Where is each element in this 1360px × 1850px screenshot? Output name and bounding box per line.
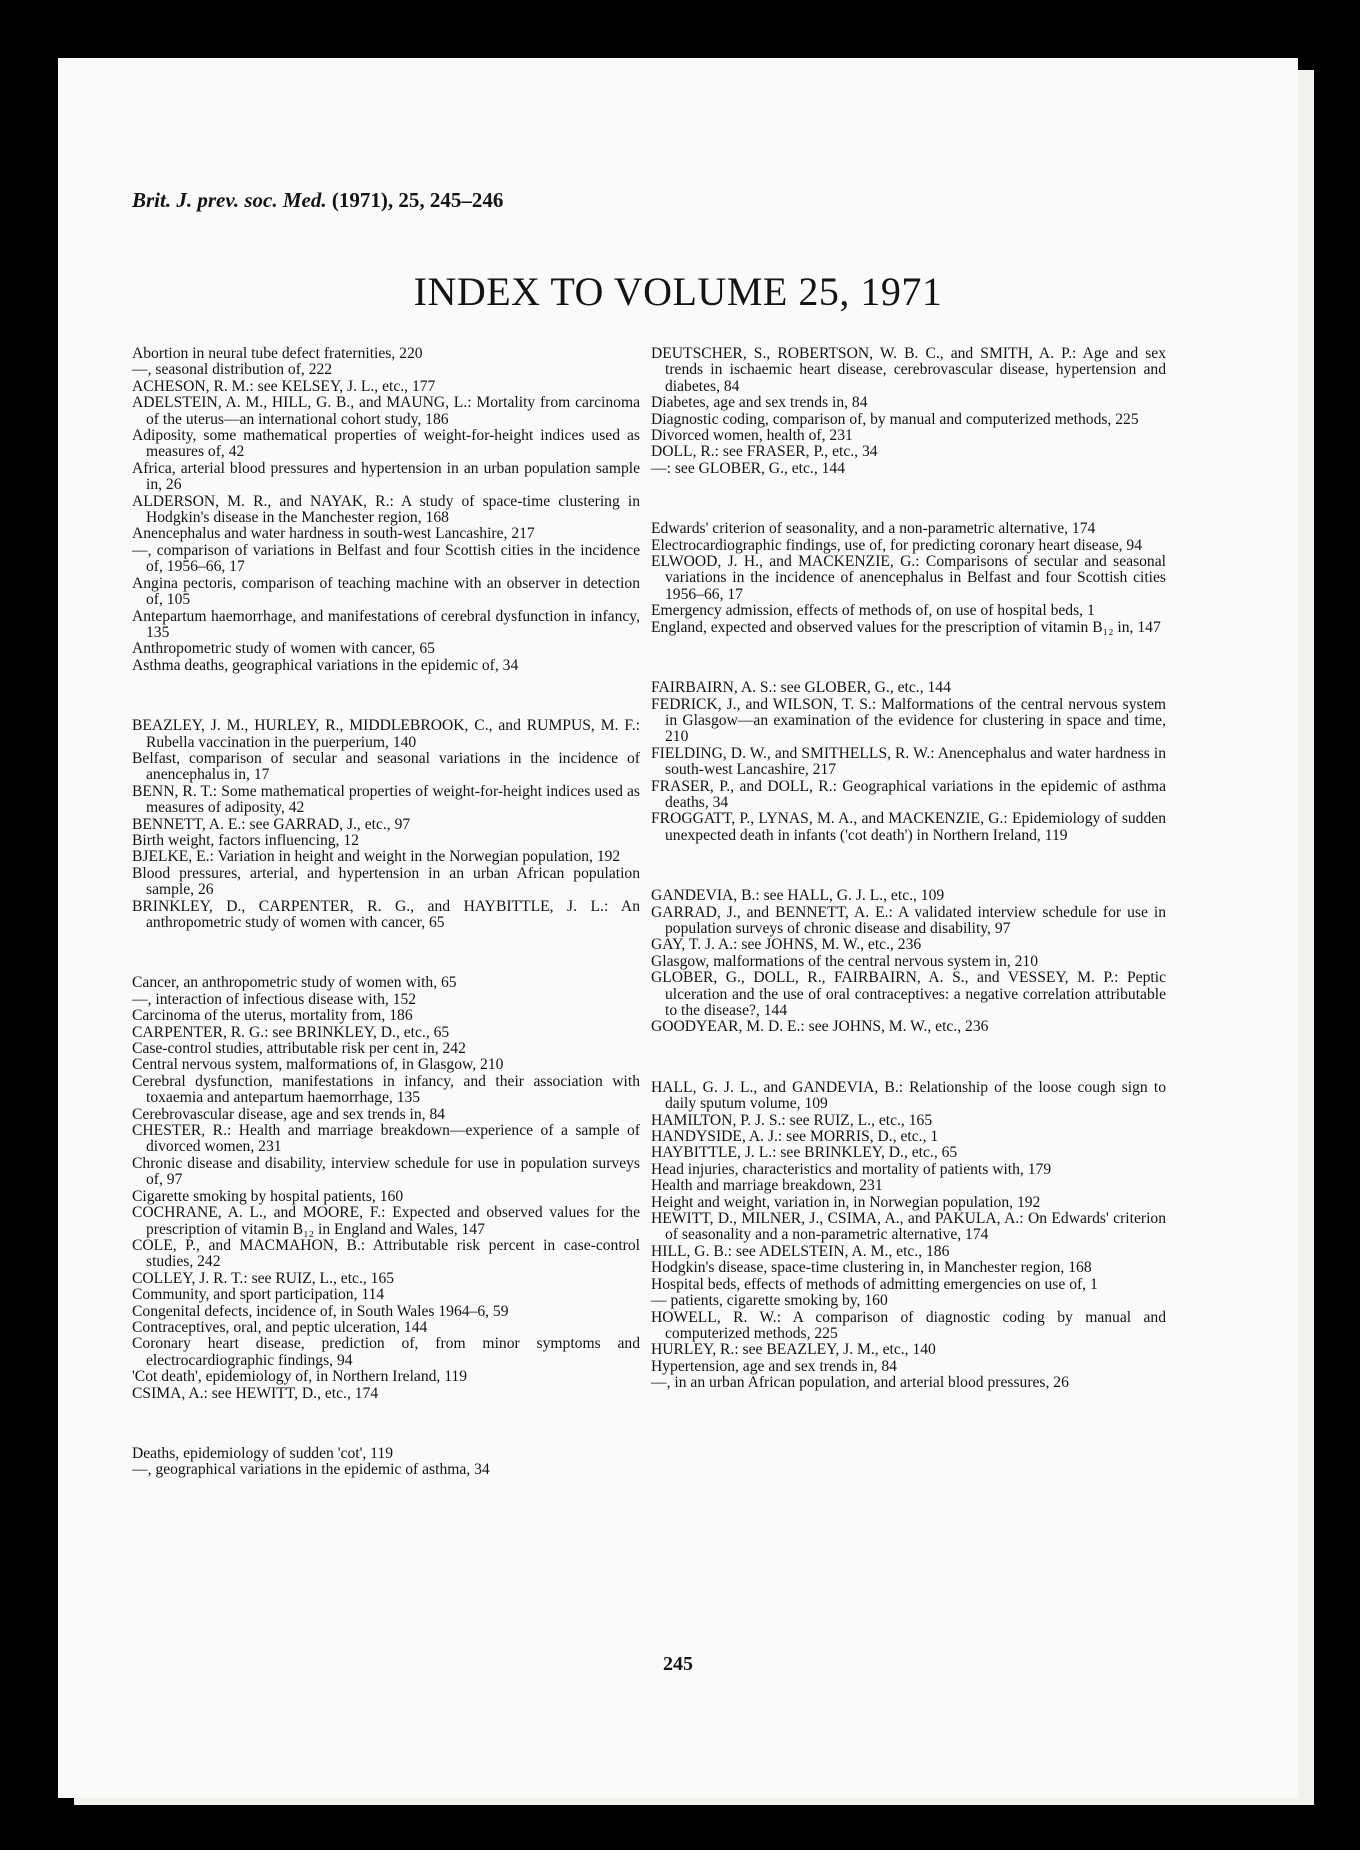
index-entry: England, expected and observed values for the prescription of vitamin B₁₂ in, 147 [651,618,1161,636]
journal-name: Brit. J. prev. soc. Med. [132,188,327,212]
index-entry: DEUTSCHER, S., ROBERTSON, W. B. C., and SMITH, A. P.: Age and sex trends in ischaemic heart disease, cerebrovascular disease, hypertension and diabetes, 84 [651,345,1166,395]
index-entry: COLE, P., and MACMAHON, B.: Attributable risk percent in case-control studies, 242 [132,1236,640,1271]
index-entry: —, geographical variations in the epidemic of asthma, 34 [132,1461,490,1479]
index-entry: HAMILTON, P. J. S.: see RUIZ, L., etc., 165 [651,1111,933,1129]
index-letter-group [651,680,1166,844]
index-entry: Health and marriage breakdown, 231 [651,1177,883,1195]
index-entry: Hypertension, age and sex trends in, 84 [651,1357,897,1375]
index-entry: Anencephalus and water hardness in south-west Lancashire, 217 [132,525,535,543]
index-entry: —, comparison of variations in Belfast and four Scottish cities in the incidence of, 1956–66, 17 [132,541,640,576]
index-entry: BEAZLEY, J. M., HURLEY, R., MIDDLEBROOK, C., and RUMPUS, M. F.: Rubella vaccination in the puerperium, 140 [132,717,640,751]
index-entry: GOODYEAR, M. D. E.: see JOHNS, M. W., etc., 236 [651,1018,989,1036]
index-entry: FAIRBAIRN, A. S.: see GLOBER, G., etc., 144 [651,679,951,697]
index-entry: FIELDING, D. W., and SMITHELLS, R. W.: Anencephalus and water hardness in south-west Lancashire, 217 [651,744,1166,779]
index-entry: HANDYSIDE, A. J.: see MORRIS, D., etc., 1 [651,1128,939,1146]
index-letter-group [651,346,1166,477]
index-entry: BENNETT, A. E.: see GARRAD, J., etc., 97 [132,815,411,833]
index-entry: Cigarette smoking by hospital patients, 160 [132,1187,404,1205]
index-page [58,58,1298,1798]
index-entry: Case-control studies, attributable risk per cent in, 242 [132,1040,466,1058]
index-entry: BRINKLEY, D., CARPENTER, R. G., and HAYBITTLE, J. L.: An anthropometric study of women with cancer, 65 [132,897,640,931]
index-entry: Anthropometric study of women with cancer, 65 [132,640,435,658]
index-entry: HILL, G. B.: see ADELSTEIN, A. M., etc., 186 [651,1242,950,1260]
index-entry: Abortion in neural tube defect fraternities, 220 [132,345,423,362]
index-entry: HEWITT, D., MILNER, J., CSIMA, A., and PAKULA, A.: On Edwards' criterion of seasonality and a non-parametric alternative, 174 [651,1210,1166,1244]
index-entry: COLLEY, J. R. T.: see RUIZ, L., etc., 165 [132,1269,395,1287]
index-entry: GARRAD, J., and BENNETT, A. E.: A validated interview schedule for use in population surveys of chronic disease and disability, 97 [651,903,1166,937]
index-entry: ACHESON, R. M.: see KELSEY, J. L., etc., 177 [132,377,436,395]
index-entry: BENN, R. T.: Some mathematical properties of weight-for-height indices used as measures of adiposity, 42 [132,782,640,817]
index-entry: Angina pectoris, comparison of teaching machine with an observer in detection of, 105 [132,574,640,609]
index-entry: ELWOOD, J. H., and MACKENZIE, G.: Comparisons of secular and seasonal variations in the incidence of anencephalus in Belfast and four Scottish cities 1956–66, 17 [651,553,1166,603]
index-entry: GAY, T. J. A.: see JOHNS, M. W., etc., 236 [651,936,922,954]
index-entry: Deaths, epidemiology of sudden 'cot', 119 [132,1444,393,1462]
index-entry: Coronary heart disease, prediction of, from minor symptoms and electrocardiographic findings, 94 [132,1335,640,1369]
index-letter-group [651,1080,1166,1392]
index-entry: Belfast, comparison of secular and seasonal variations in the incidence of anencephalus in, 17 [132,749,640,784]
index-entry: 'Cot death', epidemiology of, in Northern Ireland, 119 [132,1368,468,1386]
index-entry: Adiposity, some mathematical properties of weight-for-height indices used as measures of, 42 [132,427,640,461]
index-letter-group [651,521,1166,636]
index-entry: Contraceptives, oral, and peptic ulceration, 144 [132,1318,428,1336]
index-entry: Central nervous system, malformations of, in Glasgow, 210 [132,1056,504,1074]
index-entry: Africa, arterial blood pressures and hypertension in an urban population sample in, 26 [132,459,640,494]
index-entry: Divorced women, health of, 231 [651,427,853,445]
index-letter-group [132,718,640,931]
index-entry: HALL, G. J. L., and GANDEVIA, B.: Relationship of the loose cough sign to daily sputum volume, 109 [651,1078,1166,1113]
index-entry: COCHRANE, A. L., and MOORE, F.: Expected and observed values for the prescription of vitamin B₁₂ in England and Wales, 147 [132,1204,640,1238]
index-entry: Cerebrovascular disease, age and sex trends in, 84 [132,1105,446,1123]
index-entry: Diabetes, age and sex trends in, 84 [651,394,868,412]
index-entry: HOWELL, R. W.: A comparison of diagnostic coding by manual and computerized methods, 225 [651,1308,1166,1342]
index-entry: —, interaction of infectious disease with, 152 [132,990,417,1008]
index-entry: Head injuries, characteristics and mortality of patients with, 179 [651,1160,1052,1178]
index-entry: FRASER, P., and DOLL, R.: Geographical variations in the epidemic of asthma deaths, 34 [651,777,1166,811]
index-entry: BJELKE, E.: Variation in height and weight in the Norwegian population, 192 [132,848,621,866]
running-head [132,188,503,213]
index-entry: Diagnostic coding, comparison of, by manual and computerized methods, 225 [651,410,1139,428]
index-entry: Carcinoma of the uterus, mortality from, 186 [132,1007,413,1025]
journal-citation: (1971), 25, 245–246 [326,188,504,212]
index-entry: ALDERSON, M. R., and NAYAK, R.: A study of space-time clustering in Hodgkin's disease in the Manchester region, 168 [132,492,640,527]
index-entry: —, in an urban African population, and arterial blood pressures, 26 [651,1374,1069,1392]
index-entry: Cerebral dysfunction, manifestations in infancy, and their association with toxaemia and antepartum haemorrhage, 135 [132,1072,640,1107]
index-entry: — patients, cigarette smoking by, 160 [651,1292,888,1310]
index-entry: Birth weight, factors influencing, 12 [132,831,359,849]
index-entry: Edwards' criterion of seasonality, and a non-parametric alternative, 174 [651,520,1096,538]
index-entry: Hodgkin's disease, space-time clustering in, in Manchester region, 168 [651,1259,1092,1277]
index-letter-group [132,975,640,1402]
index-entry: —, seasonal distribution of, 222 [132,361,333,379]
index-entry: DOLL, R.: see FRASER, P., etc., 34 [651,443,878,461]
index-entry: CARPENTER, R. G.: see BRINKLEY, D., etc., 65 [132,1023,450,1041]
index-entry: ADELSTEIN, A. M., HILL, G. B., and MAUNG, L.: Mortality from carcinoma of the uterus—an international cohort study, 186 [132,394,640,428]
index-entry: FEDRICK, J., and WILSON, T. S.: Malformations of the central nervous system in Glasgow—an examination of the evidence for clustering in space and time, 210 [651,695,1166,746]
page-number: 245 [663,1653,693,1675]
index-entry: Congenital defects, incidence of, in South Wales 1964–6, 59 [132,1302,509,1320]
index-entry: Glasgow, malformations of the central nervous system in, 210 [651,952,1039,970]
index-entry: Hospital beds, effects of methods of admitting emergencies on use of, 1 [651,1275,1098,1293]
index-entry: CHESTER, R.: Health and marriage breakdown—experience of a sample of divorced women, 231 [132,1122,640,1156]
index-entry: Antepartum haemorrhage, and manifestations of cerebral dysfunction in infancy, 135 [132,607,640,641]
index-entry: HURLEY, R.: see BEAZLEY, J. M., etc., 140 [651,1341,936,1359]
index-entry: GANDEVIA, B.: see HALL, G. J. L., etc., 109 [651,887,945,905]
index-entry: Emergency admission, effects of methods of, on use of hospital beds, 1 [651,602,1095,620]
index-entry: Cancer, an anthropometric study of women with, 65 [132,974,457,992]
index-entry: Height and weight, variation in, in Norwegian population, 192 [651,1193,1041,1211]
index-entry: HAYBITTLE, J. L.: see BRINKLEY, D., etc., 65 [651,1144,958,1162]
index-letter-group [132,346,640,674]
index-entry: Chronic disease and disability, interview schedule for use in population surveys of, 97 [132,1154,640,1189]
index-entry: FROGGATT, P., LYNAS, M. A., and MACKENZIE, G.: Epidemiology of sudden unexpected death in infants ('cot death') in Northern Ireland, 119 [651,810,1166,844]
index-entry: Blood pressures, arterial, and hypertension in an urban African population sample, 26 [132,864,640,899]
index-entry: Electrocardiographic findings, use of, for predicting coronary heart disease, 94 [651,536,1143,554]
index-letter-group [132,1446,640,1479]
page-title: INDEX TO VOLUME 25, 1971 [413,269,943,314]
index-entry: Asthma deaths, geographical variations in the epidemic of, 34 [132,656,519,674]
right-column [651,346,1166,1436]
index-entry: CSIMA, A.: see HEWITT, D., etc., 174 [132,1384,379,1402]
index-entry: —: see GLOBER, G., etc., 144 [651,459,846,477]
index-letter-group [651,888,1166,1036]
index-entry: GLOBER, G., DOLL, R., FAIRBAIRN, A. S., and VESSEY, M. P.: Peptic ulceration and the use of oral contraceptives: a negative correlation attributable to the disease?, 144 [651,969,1166,1019]
index-entry: Community, and sport participation, 114 [132,1286,385,1304]
left-column [132,346,640,1523]
